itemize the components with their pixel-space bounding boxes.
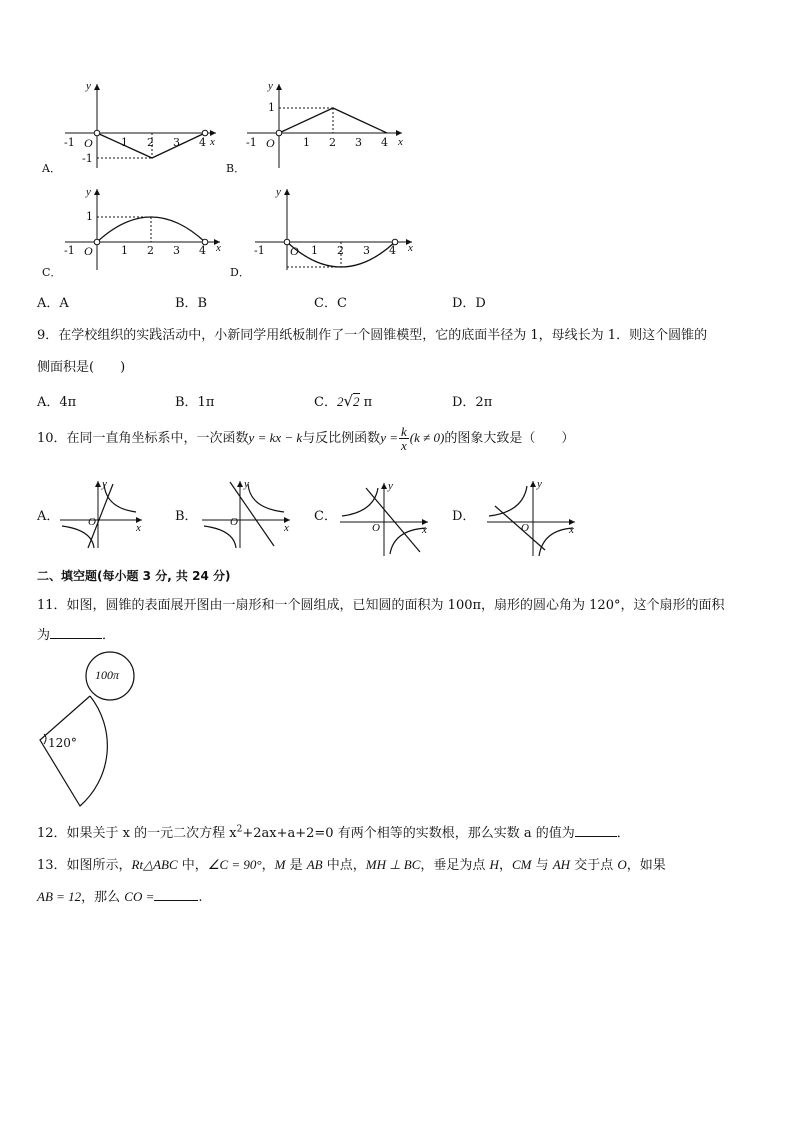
- q13-math: AB: [306, 857, 323, 872]
- tick-1: 1: [121, 244, 128, 257]
- q13-math: CO =: [124, 889, 155, 904]
- q8-graph-c-svg: [60, 186, 226, 272]
- q9-option-a[interactable]: A．4π: [37, 395, 77, 410]
- q10-frac-num: k: [400, 424, 407, 439]
- tick-2: 2: [337, 244, 344, 257]
- angle-label: 120°: [48, 736, 77, 750]
- tick-3: 3: [173, 244, 180, 257]
- q8-option-a-label: A．: [42, 162, 61, 175]
- q8-answer-b[interactable]: B．B: [175, 296, 208, 311]
- tick-4: 4: [389, 244, 396, 257]
- tick-4: 4: [199, 244, 206, 257]
- q9-option-c-suffix: π: [359, 395, 373, 410]
- q13-text: 是: [285, 858, 307, 873]
- x-axis-label: x: [210, 136, 215, 148]
- q12-end: ．: [616, 826, 630, 841]
- tick-neg1: -1: [64, 136, 75, 149]
- q10-stem: [37, 424, 574, 453]
- q9-option-c-radicand: 2: [353, 394, 360, 409]
- tick-3: 3: [355, 136, 362, 149]
- q11-line2-prefix: 为: [37, 628, 51, 643]
- q13-text: 交于点: [570, 858, 618, 873]
- q13-math: Rt△ABC: [131, 857, 178, 872]
- q8-option-b-label: B．: [226, 162, 246, 175]
- y-axis-label: y: [86, 186, 91, 198]
- y-axis-label: y: [102, 478, 107, 490]
- q13-stem-line2: [37, 886, 203, 905]
- origin-label: O: [521, 522, 529, 534]
- q12-superscript: 2: [236, 824, 243, 835]
- q13-text: ，: [261, 858, 275, 873]
- q8-graph-b: [242, 80, 410, 170]
- origin-label: O: [88, 516, 96, 528]
- q12-stem: [37, 822, 630, 841]
- q13-math: M: [274, 857, 286, 872]
- x-axis-label: x: [398, 136, 403, 148]
- q11-figure-svg: [30, 648, 150, 813]
- q8-answer-c[interactable]: C．C: [314, 296, 347, 311]
- q8-graph-d-svg: [250, 186, 418, 272]
- origin-label: O: [372, 522, 380, 534]
- origin-label: O: [84, 244, 93, 258]
- q8-option-c-label: C．: [42, 266, 62, 279]
- y-axis-label: y: [537, 478, 542, 490]
- q10-fraction: [399, 425, 409, 452]
- y-axis-label: y: [276, 186, 281, 198]
- tick-2: 2: [147, 244, 154, 257]
- q13-text: ，: [498, 858, 512, 873]
- q13-text: ，如果: [626, 858, 666, 873]
- y-axis-label: y: [244, 478, 249, 490]
- origin-label: O: [266, 136, 275, 150]
- tick-3: 3: [363, 244, 370, 257]
- q11-line2-suffix: ．: [102, 628, 116, 643]
- tick-2: 2: [147, 136, 154, 149]
- q10-inverse-lhs: y =: [380, 430, 398, 445]
- q13-text: .: [198, 890, 203, 905]
- tick-4: 4: [381, 136, 388, 149]
- y-axis-label: y: [268, 80, 273, 92]
- tick-neg1: -1: [64, 244, 75, 257]
- q13-text: ，垂足为点: [420, 858, 490, 873]
- q10-option-a-label[interactable]: A．: [37, 509, 60, 524]
- q10-graph-d: [485, 478, 580, 558]
- x-axis-label: x: [408, 242, 413, 254]
- x-axis-label: x: [284, 522, 289, 534]
- q10-graph-c-svg: [338, 480, 433, 558]
- y-mark: -1: [82, 152, 93, 165]
- q10-mid: 与反比例函数: [302, 431, 381, 446]
- q13-stem-line1: [37, 854, 666, 873]
- q10-frac-den: x: [400, 438, 407, 453]
- q10-suffix: 的图象大致是（ ）: [444, 431, 575, 446]
- q10-linear-func: y = kx − k: [248, 430, 303, 445]
- q10-prefix: 10．在同一直角坐标系中，一次函数: [37, 431, 249, 446]
- section-title: 二、填空题(每小题 3 分, 共 24 分): [37, 569, 231, 583]
- x-axis-label: x: [569, 524, 574, 536]
- q13-text: 中点，: [322, 858, 366, 873]
- q13-text: ，那么: [81, 890, 125, 905]
- q9-option-c[interactable]: [314, 391, 372, 410]
- tick-neg1: -1: [254, 244, 265, 257]
- tick-1: 1: [311, 244, 318, 257]
- q13-text: 中，: [177, 858, 208, 873]
- tick-neg1: -1: [246, 136, 257, 149]
- q10-condition: (k ≠ 0): [409, 430, 445, 445]
- tick-2: 2: [329, 136, 336, 149]
- q9-option-c-coef: 2: [336, 394, 344, 409]
- y-axis-label: y: [388, 480, 393, 492]
- x-axis-label: x: [216, 242, 221, 254]
- q8-graph-c: [60, 186, 226, 272]
- sqrt-radical-icon: √: [343, 392, 354, 410]
- q13-answer-blank[interactable]: [154, 888, 198, 901]
- q11-answer-blank[interactable]: [50, 626, 102, 639]
- q12-answer-blank[interactable]: [575, 824, 617, 837]
- q12-suffix: +2ax+a+2=0 有两个相等的实数根，那么实数 a 的值为: [242, 826, 575, 841]
- q13-math: CM: [511, 857, 532, 872]
- origin-label: O: [84, 136, 93, 150]
- q8-answer-a[interactable]: A．A: [37, 296, 69, 311]
- q9-stem-line2: 侧面积是( ): [37, 360, 126, 375]
- q13-math: AB = 12: [37, 889, 82, 904]
- q13-math: AH: [552, 857, 571, 872]
- q9-option-d[interactable]: D．2π: [452, 395, 493, 410]
- q10-graph-a: [58, 478, 148, 550]
- q10-graph-c: [338, 480, 433, 558]
- q13-math: ∠C = 90°: [207, 857, 262, 872]
- x-axis-label: x: [422, 524, 427, 536]
- q12-prefix: 12．如果关于 x 的一元二次方程 x: [37, 826, 237, 841]
- origin-label: O: [230, 516, 238, 528]
- x-axis-label: x: [136, 522, 141, 534]
- q13-math: H: [489, 857, 499, 872]
- tick-3: 3: [173, 136, 180, 149]
- q11-stem-line1: 11．如图，圆锥的表面展开图由一扇形和一个圆组成，已知圆的面积为 100π，扇形的圆心角为 120°，这个扇形的面积: [37, 598, 725, 613]
- q8-graph-a: [60, 80, 220, 170]
- y-mark: 1: [86, 210, 93, 223]
- q9-option-c-prefix: C．: [314, 395, 337, 410]
- q13-math: MH ⊥ BC: [365, 857, 421, 872]
- q13-text: 与: [531, 858, 553, 873]
- q13-text: 13．如图所示，: [37, 858, 132, 873]
- q9-option-b[interactable]: B．1π: [175, 395, 215, 410]
- q10-option-b-label[interactable]: B．: [175, 509, 198, 524]
- origin-label: O: [290, 244, 299, 258]
- y-axis-label: y: [86, 80, 91, 92]
- q10-option-d-label[interactable]: D．: [452, 509, 476, 524]
- tick-1: 1: [303, 136, 310, 149]
- q13-math: O: [617, 857, 627, 872]
- q11-stem-line2: [37, 624, 115, 643]
- q8-option-d-label: D．: [230, 266, 250, 279]
- q8-answer-d[interactable]: D．D: [452, 296, 486, 311]
- q8-graph-b-svg: [242, 80, 410, 170]
- q8-graph-d: [250, 186, 418, 272]
- y-mark: 1: [268, 101, 275, 114]
- q11-figure: [30, 648, 150, 813]
- q9-stem-line1: 9．在学校组织的实践活动中，小新同学用纸板制作了一个圆锥模型，它的底面半径为 1，母线长为 1．则这个圆锥的: [37, 328, 708, 343]
- q10-graph-d-svg: [485, 478, 580, 558]
- q10-option-c-label[interactable]: C．: [314, 509, 337, 524]
- q10-graph-b: [200, 478, 295, 550]
- circle-area-label: 100π: [95, 668, 120, 682]
- tick-1: 1: [121, 136, 128, 149]
- tick-4: 4: [199, 136, 206, 149]
